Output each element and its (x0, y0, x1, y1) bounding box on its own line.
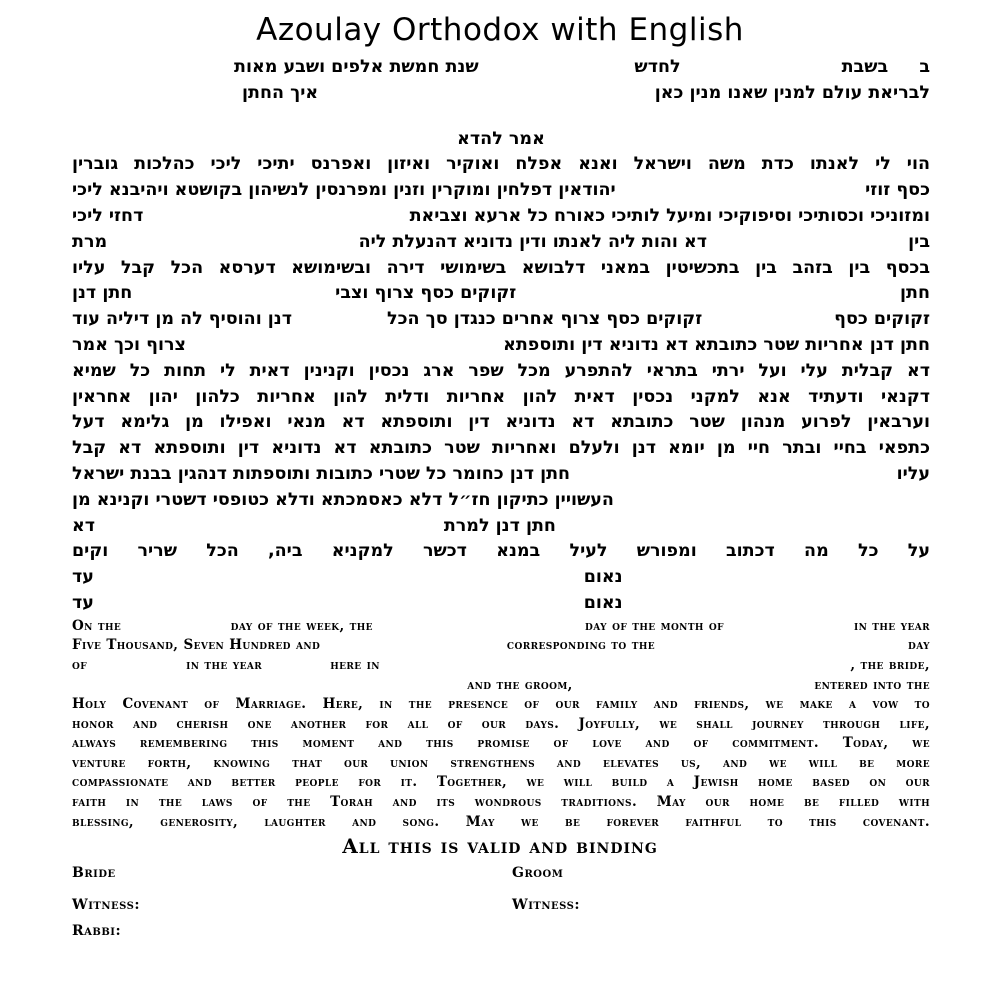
hebrew-text-line (72, 204, 930, 230)
signature-block (72, 864, 930, 940)
hebrew-text-line (72, 488, 930, 514)
text-segment: On the (72, 617, 122, 634)
text-segment: חתן דנן למרת (443, 515, 556, 536)
text-segment: day of the month of (585, 617, 724, 634)
text-segment: דא והות ליה לאנתו ודין נדוניא דהנעלת ליה (358, 231, 707, 252)
text-segment: corresponding to the (506, 637, 656, 654)
hebrew-text-line: הוי לי לאנתו כדת משה וישראל ואנא אפלח ואוקיר ואיזון ואפרנס יתיכי ליכי כהלכות גוברין (72, 154, 930, 175)
text-segment: דנן והוסיף לה מן דיליה עוד (72, 309, 293, 330)
hebrew-text-line: על כל מה דכתוב ומפורש לעיל במנא דכשר למקניא ביה, הכל שריר וקים (72, 541, 930, 562)
hebrew-text-line: כתפאי בחיי ובתר חיי מן יומא דנן ולעלם ואחריות שטר כתובתא דא נדוניא דין ותוספתא דא קבל (72, 438, 930, 459)
english-text-block (72, 617, 930, 833)
text-segment: בשבת (841, 57, 889, 77)
text-segment: זקוקים כסף צרוף אחרים כנגדן סך הכל (387, 309, 703, 330)
hebrew-text-line (72, 81, 930, 107)
english-text-line (72, 617, 930, 637)
text-segment: entered into the (814, 676, 930, 693)
hebrew-text-line: וערבאין לפרוע מנהון שטר כתובתא דא נדוניא דין ותוספתא דא מנאי ואפילו מן גלימא דעל (72, 412, 930, 433)
hebrew-text-line: בכסף בין בזהב בין בתכשיטין במאני דלבושא בשימושי דירה ובשימושא דערסא הכל קבל עליו (72, 257, 930, 278)
text-segment: ב (919, 57, 930, 77)
witness-left-label: Witness: (72, 897, 140, 914)
english-text-line (72, 636, 930, 656)
text-segment: in the year (853, 617, 931, 634)
hebrew-text-line (72, 178, 930, 204)
hebrew-text-line (72, 514, 930, 540)
witness-row (72, 896, 930, 914)
text-segment: of (72, 656, 88, 673)
english-text-line: honor and cherish one another for all of our days. Joyfully, we shall journey through life, (72, 715, 930, 732)
text-segment: זקוקים כסף צרוף וצבי (335, 283, 517, 304)
witness-right-label: Witness: (512, 897, 580, 914)
text-segment: יהודאין דפלחין ומוקרין וזנין ומפרנסין לנשיהון בקושטא ויהיבנא ליכי (72, 180, 616, 201)
text-segment: העשויין כתיקון חז״ל דלא כאסמכתא ודלא כטופסי דשטרי וקנינא מן (72, 489, 614, 510)
ketubah-document (0, 12, 1000, 1006)
text-segment: day of the week, the (230, 617, 373, 634)
text-segment: חתן דנן אחריות שטר כתובתא דא נדוניא דין ותוספתא (503, 334, 930, 355)
text-segment: לבריאת עולם למנין שאנו מנין כאן (654, 82, 930, 103)
english-text-line: blessing, generosity, laughter and song. May we be forever faithful to this covenant. (72, 813, 930, 830)
text-segment: כסף זוזי (865, 180, 930, 201)
text-segment: עליו (896, 463, 930, 484)
text-segment: ומזוניכי וכסותיכי וסיפוקיכי ומיעל לותיכי כאורח כל ארעא וצביאת (409, 205, 930, 226)
text-segment: in the year (186, 656, 263, 673)
hebrew-text-line (72, 591, 930, 617)
hebrew-text-line (72, 333, 930, 359)
english-text-line: compassionate and better people for it. Together, we will build a Jewish home based on our (72, 774, 930, 791)
text-segment: זקוקים כסף (834, 309, 930, 330)
text-segment: לחדש (634, 57, 681, 77)
text-segment: חתן (900, 283, 930, 304)
english-text-line (72, 676, 930, 696)
validity-heading: All this is valid and binding (342, 834, 658, 859)
text-segment: עד (72, 592, 94, 613)
text-segment: חתן דנן (72, 283, 133, 304)
text-segment: , the bride, (850, 656, 930, 673)
english-text-line: venture forth, knowing that our union strengthens and elevates us, and we will be more (72, 754, 930, 771)
bride-signature-label: Bride (72, 865, 116, 882)
text-segment: חתן דנן כחומר כל שטרי כתובות ותוספתות דנהגין בבנת ישראל (72, 463, 571, 484)
hebrew-text-line: דקנאי ודעתיד אנא למקני נכסין דאית להון אחריות ודלית להון אחריות כלהון יהון אחראין (72, 386, 930, 407)
hebrew-text-line: אמר להדא (457, 128, 545, 149)
text-segment: מרת (72, 231, 108, 252)
text-segment: דחזי ליכי (72, 205, 144, 226)
hebrew-text-line (72, 307, 930, 333)
text-segment: עד (72, 567, 94, 588)
page-title: Azoulay Orthodox with English (256, 12, 744, 48)
groom-signature-label: Groom (512, 865, 564, 882)
bride-groom-row (72, 864, 930, 882)
rabbi-row (72, 922, 930, 940)
text-segment: Five Thousand, Seven Hundred and (72, 637, 321, 654)
text-segment: בין (908, 231, 930, 252)
text-segment: day (908, 637, 930, 654)
hebrew-text-line: דא קבלית עלי ועל ירתי בתראי להתפרע מכל שפר ארג נכסין וקנינין דאית לי תחות כל שמיא (72, 360, 930, 381)
text-segment: here in (330, 656, 380, 673)
text-segment: צרוף וכך אמר (72, 334, 186, 355)
hebrew-text-line (72, 462, 930, 488)
hebrew-text-line (72, 230, 930, 256)
rabbi-signature-label: Rabbi: (72, 923, 122, 940)
english-text-line: Holy Covenant of Marriage. Here, in the presence of our family and friends, we make a vow to (72, 696, 930, 713)
english-text-line (72, 656, 930, 676)
english-text-line: always remembering this moment and this promise of love and of commitment. Today, we (72, 735, 930, 752)
hebrew-text-block (72, 55, 930, 617)
text-segment: דא (72, 515, 96, 536)
english-text-line: faith in the laws of the Torah and its wondrous traditions. May our home be filled with (72, 794, 930, 811)
text-segment: נאום (583, 567, 623, 588)
text-segment: שנת חמשת אלפים ושבע מאות (234, 57, 479, 77)
hebrew-text-line (72, 55, 930, 81)
text-segment: איך החתן (241, 82, 319, 103)
text-segment: נאום (583, 592, 623, 613)
hebrew-text-line (72, 565, 930, 591)
hebrew-text-line (72, 281, 930, 307)
text-segment: and the groom, (467, 676, 573, 693)
